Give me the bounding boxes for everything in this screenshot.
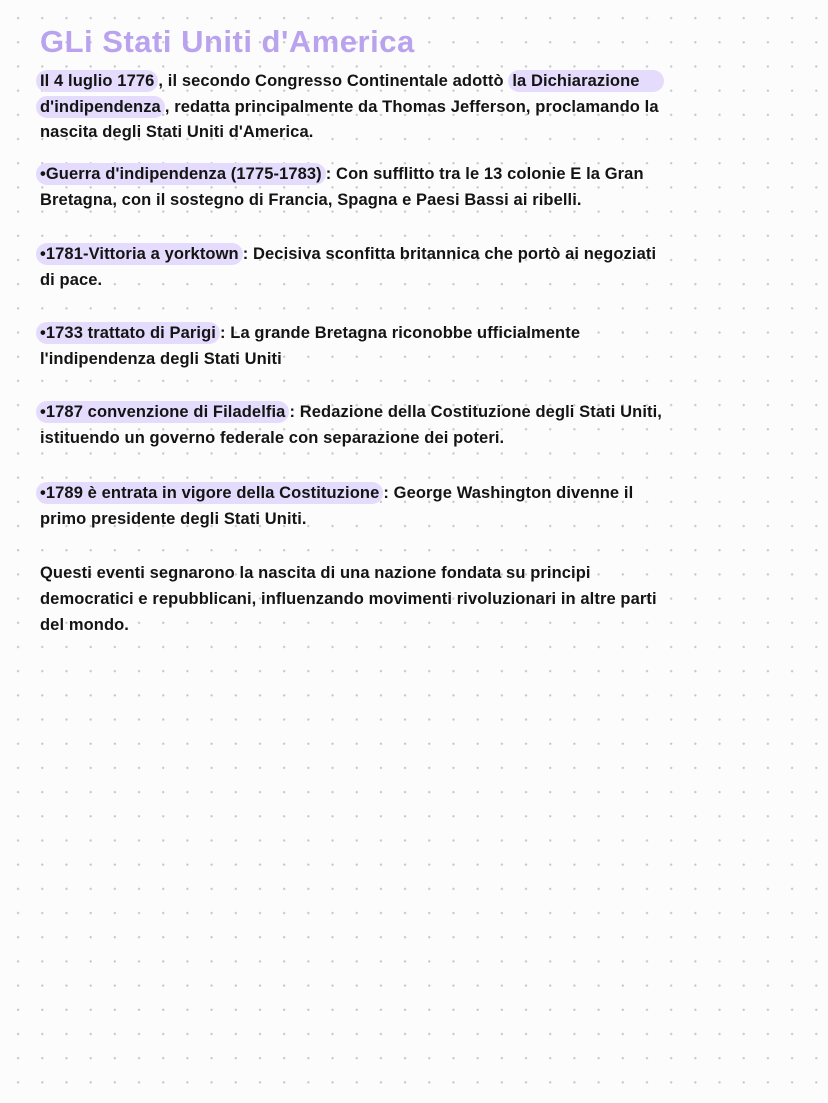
text: : George Washington divenne il [383,484,634,502]
bullet-line [40,324,580,343]
highlight: •1781-Vittoria a yorktown [36,243,243,265]
page-title: GLi Stati Uniti d'America [40,24,415,59]
highlight: •1789 è entrata in vigore della Costituzione [36,482,383,504]
text: : Decisiva sconfitta britannica che portò ai negoziati [242,245,657,263]
highlight: Il 4 luglio 1776 [36,70,158,92]
intro-line-1 [40,72,664,91]
highlight: d'indipendenza [36,96,165,118]
bullet-line-2: primo presidente degli Stati Uniti. [40,510,307,528]
text: : Redazione della Costituzione degli Stati Uniti, [289,403,662,421]
text: , il secondo Congresso Continentale adottò [158,72,509,90]
bullet-line-2: di pace. [40,271,103,289]
bullet-line [40,403,662,422]
text: : La grande Bretagna riconobbe ufficialmente [219,324,581,342]
bullet-line [40,165,644,184]
highlight: •1733 trattato di Parigi [36,322,220,344]
highlight: •Guerra d'indipendenza (1775-1783) [36,163,326,185]
intro-line-3: nascita degli Stati Uniti d'America. [40,123,314,141]
text: : Con sufflitto tra le 13 colonie E la Gran [325,165,644,183]
bullet-line-2: l'indipendenza degli Stati Uniti [40,350,282,368]
bullet-line [40,484,633,503]
intro-line-2 [40,98,659,117]
closing-line: Questi eventi segnarono la nascita di una nazione fondata su principi [40,564,591,582]
bullet-line-2: Bretagna, con il sostegno di Francia, Spagna e Paesi Bassi ai ribelli. [40,191,582,209]
bullet-line [40,245,656,264]
highlight: •1787 convenzione di Filadelfia [36,401,289,423]
text: , redatta principalmente da Thomas Jefferson, proclamando la [164,98,659,116]
highlight: la Dichiarazione [508,70,663,92]
bullet-line-2: istituendo un governo federale con separazione dei poteri. [40,429,505,447]
closing-line: del mondo. [40,616,129,634]
closing-line: democratici e repubblicani, influenzando movimenti rivoluzionari in altre parti [40,590,657,608]
